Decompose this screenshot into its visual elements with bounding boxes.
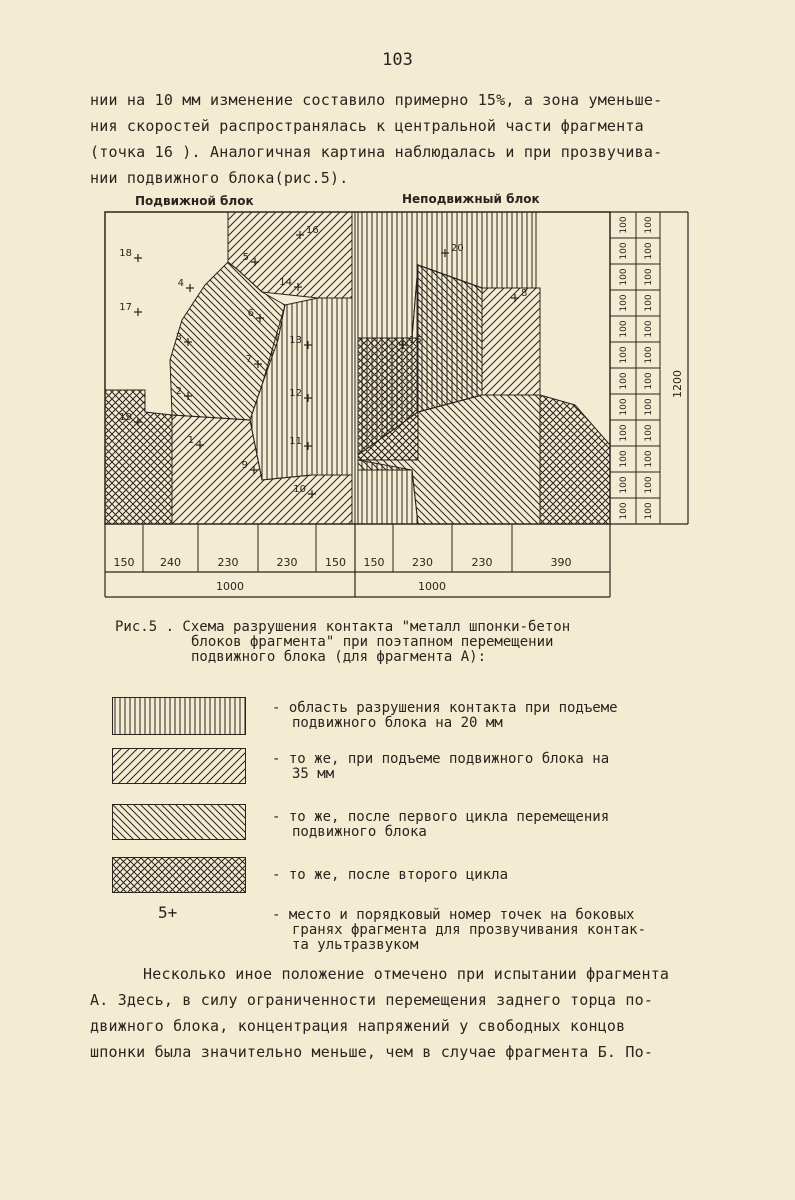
measurement-point-label: 18 — [119, 248, 132, 259]
measurement-point-label: 10 — [293, 484, 306, 495]
figure-caption — [115, 620, 570, 665]
right-dimension-label: 100 — [644, 424, 654, 442]
legend-text: - то же, после первого цикла перемещения — [272, 809, 610, 825]
measurement-point-label: 19 — [119, 412, 132, 423]
top-paragraph-line: нии на 10 мм изменение составило примерно 15%, а зона уменьше- — [90, 91, 663, 109]
right-dimension-label: 100 — [644, 372, 654, 390]
legend-text: та ультразвуком — [292, 937, 419, 953]
bottom-paragraph-line: шпонки была значительно меньше, чем в случае фрагмента Б. По- — [90, 1043, 654, 1061]
measurement-point-label: 1 — [187, 435, 194, 446]
right-dimension-label: 100 — [644, 268, 654, 286]
measurement-point-label: 8 — [521, 288, 528, 299]
right-dimension-label: 100 — [619, 294, 629, 312]
page-number: 103 — [382, 50, 413, 70]
right-dimension-label: 100 — [644, 398, 654, 416]
right-dimension-label: 100 — [619, 372, 629, 390]
measurement-point-label: 15 — [409, 335, 422, 346]
right-dimension-label: 100 — [644, 476, 654, 494]
top-paragraph-line: нии подвижного блока(рис.5). — [90, 169, 349, 187]
bottom-paragraph-line: движного блока, концентрация напряжений у свободных концов — [90, 1017, 626, 1035]
bottom-dimension-label: 390 — [550, 556, 572, 569]
bottom-dimension-label: 150 — [113, 556, 135, 569]
legend-item — [272, 701, 618, 731]
right-dimension-label: 100 — [619, 476, 629, 494]
bottom-total-right: 1000 — [418, 580, 446, 593]
measurement-point-label: 5 — [242, 252, 249, 263]
right-dimension-label: 100 — [644, 502, 654, 520]
bottom-dimension-labels — [114, 556, 572, 569]
right-dimension-label: 100 — [619, 320, 629, 338]
bottom-paragraph-line: А. Здесь, в силу ограниченности перемещения заднего торца по- — [90, 991, 654, 1009]
measurement-point — [119, 248, 142, 262]
legend-text: - то же, после второго цикла — [272, 867, 509, 883]
legend-item — [272, 868, 508, 883]
measurement-point-label: 13 — [289, 335, 302, 346]
legend-text: подвижного блока на 20 мм — [292, 715, 503, 731]
measurement-point-label: 16 — [306, 225, 319, 236]
measurement-point-label: 2 — [175, 386, 182, 397]
bottom-dimension-label: 230 — [276, 556, 298, 569]
bottom-dimension-label: 150 — [325, 556, 346, 569]
right-dimension-label: 100 — [644, 450, 654, 468]
top-paragraph-line: (точка 16 ). Аналогичная картина наблюдалась и при прозвучива- — [90, 143, 663, 161]
right-dimension-label: 100 — [619, 424, 629, 442]
measurement-point-label: 7 — [245, 354, 252, 365]
legend-swatch-cross-hatch — [112, 857, 246, 893]
bottom-total-left: 1000 — [216, 580, 244, 593]
legend-swatch-vertical-hatch — [112, 697, 246, 735]
measurement-point-label: 14 — [279, 277, 292, 288]
bottom-paragraph-line: Несколько иное положение отмечено при испытании фрагмента — [143, 965, 670, 983]
measurement-point-label: 4 — [177, 278, 184, 289]
legend-text: - то же, при подъеме подвижного блока на — [272, 751, 610, 767]
legend-text: - место и порядковый номер точек на боковых — [272, 907, 635, 923]
right-dimension-label: 100 — [644, 216, 654, 234]
right-total-dimension: 1200 — [671, 370, 684, 398]
right-dimension-label: 100 — [619, 502, 629, 520]
bottom-dimension-label: 150 — [363, 556, 385, 569]
measurement-point-label: 17 — [119, 302, 132, 313]
bottom-dimension-label: 230 — [471, 556, 493, 569]
legend-item — [272, 752, 609, 782]
measurement-point-label: 9 — [241, 460, 248, 471]
measurement-point-label: 6 — [247, 308, 254, 319]
right-dimension-label: 100 — [619, 346, 629, 364]
caption-line: подвижного блока (для фрагмента А): — [191, 649, 487, 665]
legend-text: - область разрушения контакта при подъеме — [272, 700, 618, 716]
right-dimension-label: 100 — [644, 294, 654, 312]
legend-text: гранях фрагмента для прозвучивания контак- — [292, 922, 647, 938]
measurement-point-label: 12 — [289, 388, 302, 399]
right-dimension-label: 100 — [644, 346, 654, 364]
legend-point-symbol: 5+ — [158, 903, 178, 922]
right-dimension-label: 100 — [644, 242, 654, 260]
top-paragraph-line: ния скоростей распространялась к центральной части фрагмента — [90, 117, 644, 135]
measurement-point — [119, 302, 142, 316]
bottom-dimension-label: 240 — [160, 556, 181, 569]
right-dimension-label: 100 — [619, 242, 629, 260]
legend-item — [272, 810, 609, 840]
caption-line: Рис.5 . Схема разрушения контакта "металл шпонки-бетон — [115, 619, 571, 635]
measurement-point-label: 3 — [175, 332, 182, 343]
measurement-point-label: 20 — [451, 243, 464, 254]
movable-block-label: Подвижной блок — [135, 194, 254, 208]
measurement-point-label: 11 — [289, 436, 302, 447]
legend-text: 35 мм — [292, 766, 335, 782]
right-dimension-label: 100 — [619, 450, 629, 468]
caption-line: блоков фрагмента" при поэтапном перемещении — [191, 634, 554, 650]
right-dimension-label: 100 — [644, 320, 654, 338]
legend-text: подвижного блока — [292, 824, 427, 840]
right-dimension-label: 100 — [619, 216, 629, 234]
right-dimension-label: 100 — [619, 398, 629, 416]
bottom-dimension-label: 230 — [217, 556, 239, 569]
fixed-block-label: Неподвижный блок — [402, 192, 540, 206]
measurement-point — [178, 278, 194, 292]
legend-swatch-diagonal-hatch — [112, 748, 246, 784]
right-dimension-label: 100 — [619, 268, 629, 286]
legend-item — [272, 908, 646, 953]
bottom-dimension-label: 230 — [412, 556, 433, 569]
legend-swatch-backslash-hatch — [112, 804, 246, 840]
